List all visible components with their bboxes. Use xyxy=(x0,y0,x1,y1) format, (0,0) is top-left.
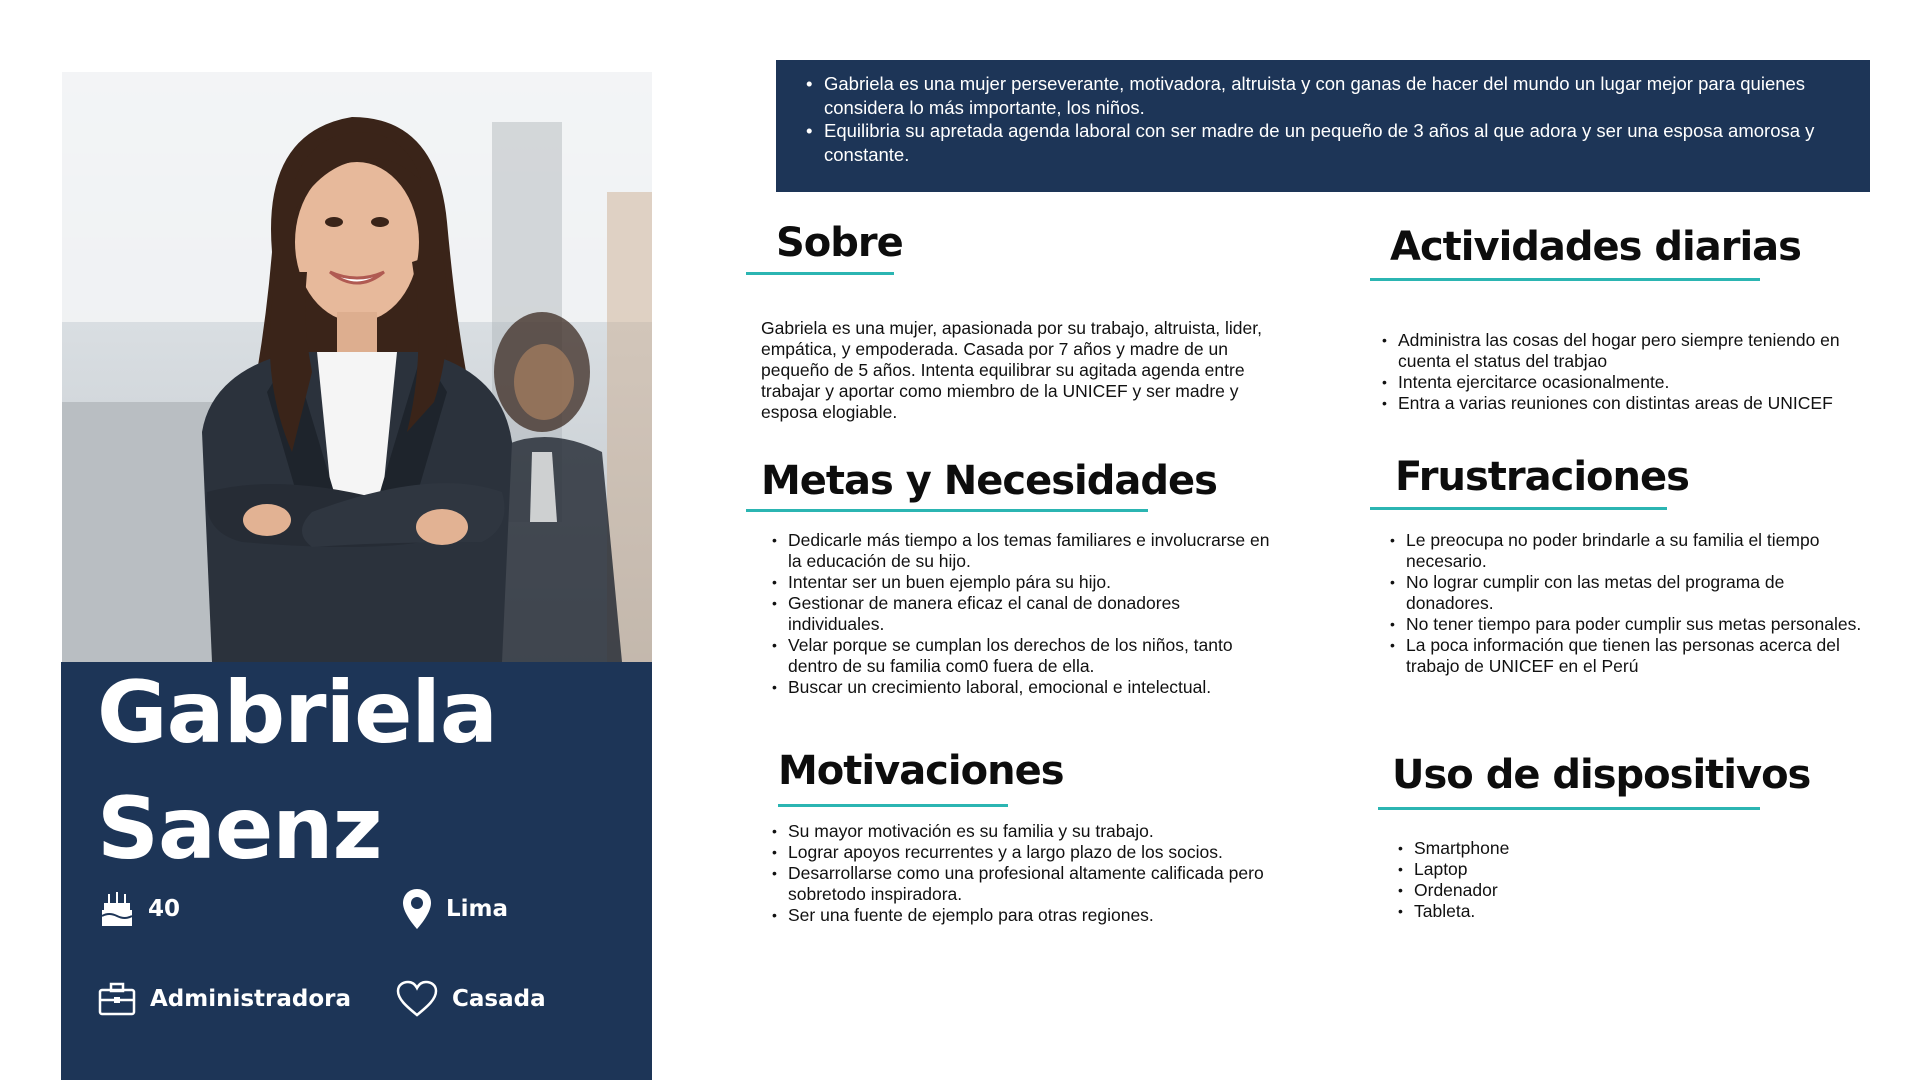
metas-underline xyxy=(746,509,1148,512)
list-item: • Gestionar de manera eficaz el canal de donadores individuales. xyxy=(788,593,1278,635)
sobre-underline xyxy=(746,272,894,275)
list-item: • Administra las cosas del hogar pero siempre teniendo en cuenta el status del trabjao xyxy=(1398,330,1868,372)
profile-photo xyxy=(62,72,652,662)
summary-item: • Gabriela es una mujer perseverante, motivadora, altruista y con ganas de hacer del mundo un lugar mejor para quienes considera lo más importante, los niños. xyxy=(824,72,1830,119)
sobre-title: Sobre xyxy=(776,220,903,266)
frustraciones-title: Frustraciones xyxy=(1395,454,1689,500)
city-fact xyxy=(402,888,508,930)
city-value: Lima xyxy=(446,896,509,922)
list-item: • Dedicarle más tiempo a los temas familiares e involucrarse en la educación de su hijo. xyxy=(788,530,1278,572)
list-item: • Lograr apoyos recurrentes y a largo plazo de los socios. xyxy=(788,842,1278,863)
location-pin-icon xyxy=(402,888,432,930)
list-item: • Entra a varias reuniones con distintas areas de UNICEF xyxy=(1398,393,1868,414)
person-illustration xyxy=(62,72,652,662)
summary-banner xyxy=(776,60,1870,192)
list-item: • Desarrollarse como una profesional altamente calificada pero sobretodo inspiradora. xyxy=(788,863,1278,905)
list-item: • La poca información que tienen las personas acerca del trabajo de UNICEF en el Perú xyxy=(1406,635,1868,677)
summary-item: • Equilibria su apretada agenda laboral con ser madre de un pequeño de 3 años al que adora y ser una esposa amorosa y constante. xyxy=(824,119,1830,166)
cake-icon xyxy=(100,890,134,928)
actividades-underline xyxy=(1370,278,1760,281)
motivaciones-underline xyxy=(778,804,1008,807)
metas-list xyxy=(788,530,1278,698)
list-item: • Ordenador xyxy=(1414,880,1714,901)
list-item: • Su mayor motivación es su familia y su trabajo. xyxy=(788,821,1278,842)
list-item: • Smartphone xyxy=(1414,838,1714,859)
motivaciones-title: Motivaciones xyxy=(778,748,1064,794)
dispositivos-list xyxy=(1414,838,1714,922)
occupation-fact xyxy=(98,982,351,1016)
occupation-value: Administradora xyxy=(150,986,352,1012)
list-item: • No tener tiempo para poder cumplir sus metas personales. xyxy=(1406,614,1868,635)
list-item: • Le preocupa no poder brindarle a su familia el tiempo necesario. xyxy=(1406,530,1868,572)
summary-list xyxy=(824,72,1830,166)
age-value: 40 xyxy=(148,896,181,922)
frustraciones-underline xyxy=(1370,507,1667,510)
heart-icon xyxy=(396,980,438,1018)
metas-title: Metas y Necesidades xyxy=(761,458,1217,504)
sobre-text: Gabriela es una mujer, apasionada por su trabajo, altruista, lider, empática, y empoderada. Casada por 7 años y madre de un pequeño de 5 años. Intenta equilibrar su agitada agenda entre trabajar y aportar como miembro de la UNICEF y ser madre y esposa elogiable. xyxy=(761,318,1262,422)
briefcase-icon xyxy=(98,982,136,1016)
actividades-title: Actividades diarias xyxy=(1390,224,1801,270)
civil-status-value: Casada xyxy=(452,986,546,1012)
last-name: Saenz xyxy=(97,779,382,879)
list-item: • No lograr cumplir con las metas del programa de donadores. xyxy=(1406,572,1868,614)
list-item: • Ser una fuente de ejemplo para otras regiones. xyxy=(788,905,1278,926)
age-fact xyxy=(100,890,180,928)
motivaciones-list xyxy=(788,821,1278,926)
dispositivos-title: Uso de dispositivos xyxy=(1392,752,1811,798)
actividades-list xyxy=(1398,330,1868,414)
list-item: • Velar porque se cumplan los derechos de los niños, tanto dentro de su familia com0 fuera de ella. xyxy=(788,635,1278,677)
persona-name xyxy=(97,655,497,887)
list-item: • Intenta ejercitarce ocasionalmente. xyxy=(1398,372,1868,393)
list-item: • Intentar ser un buen ejemplo pára su hijo. xyxy=(788,572,1278,593)
list-item: • Buscar un crecimiento laboral, emocional e intelectual. xyxy=(788,677,1278,698)
first-name: Gabriela xyxy=(97,663,497,763)
frustraciones-list xyxy=(1406,530,1868,677)
dispositivos-underline xyxy=(1378,807,1760,810)
list-item: • Laptop xyxy=(1414,859,1714,880)
civil-status-fact xyxy=(396,980,546,1018)
list-item: • Tableta. xyxy=(1414,901,1714,922)
